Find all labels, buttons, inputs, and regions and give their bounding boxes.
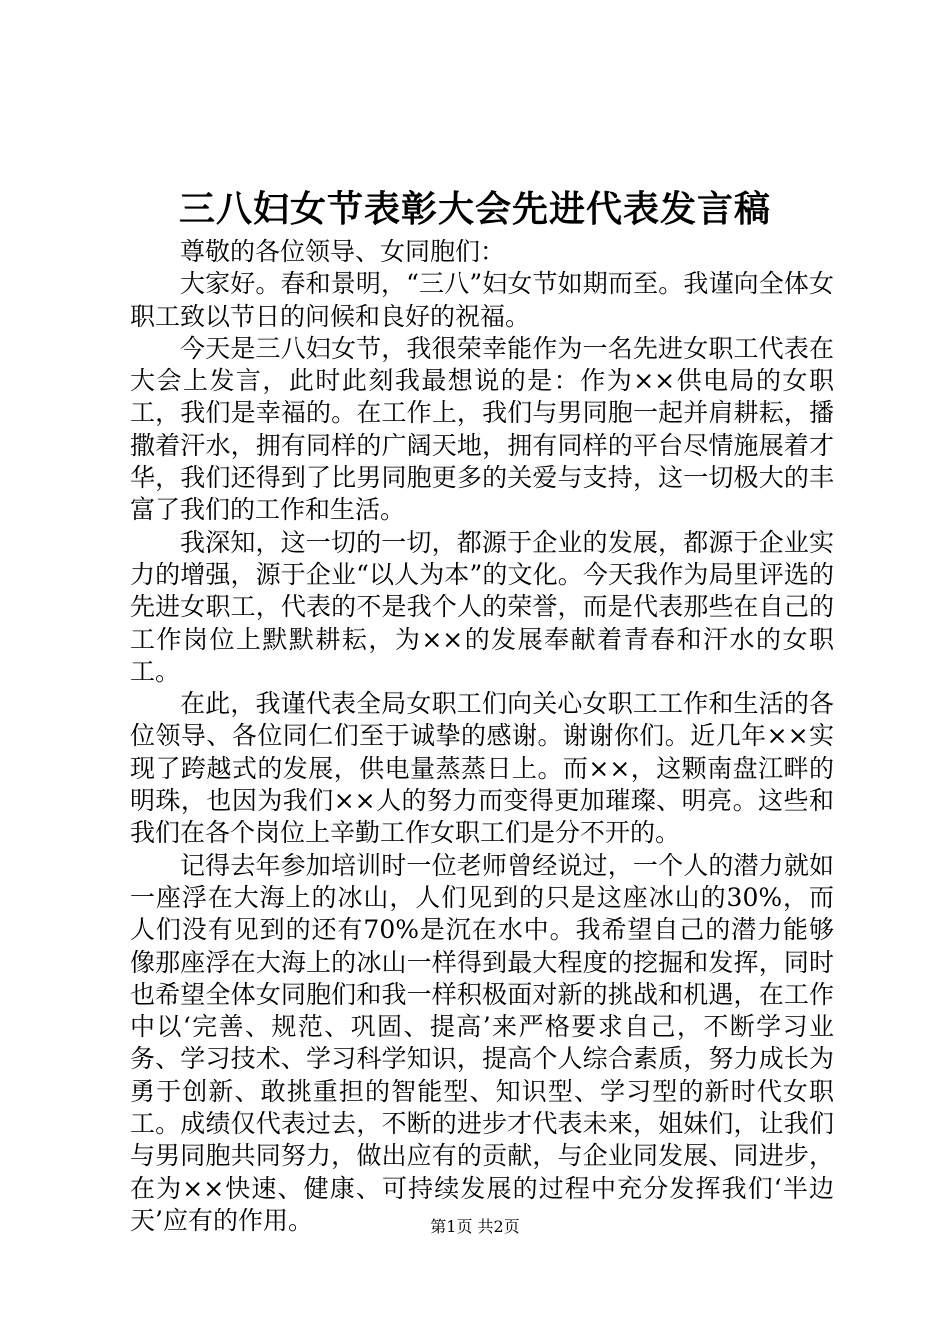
greeting-paragraph: 大家好。春和景明，“三八”妇女节如期而至。我谨向全体女职工致以节日的问候和良好的祝福。	[130, 269, 834, 331]
body-paragraph: 今天是三八妇女节，我很荣幸能作为一名先进女职工代表在大会上发言，此时此刻我最想说的是：作为××供电局的女职工，我们是幸福的。在工作上，我们与男同胞一起并肩耕耘，播撒着汗水，拥有同样的广阔天地，拥有同样的平台尽情施展着才华，我们还得到了比男同胞更多的关爱与支持，这一切极大的丰富了我们的工作和生活。	[130, 333, 834, 525]
document-body	[130, 236, 834, 1237]
body-paragraph: 在此，我谨代表全局女职工们向关心女职工工作和生活的各位领导、各位同仁们至于诚挚的感谢。谢谢你们。近几年××实现了跨越式的发展，供电量蒸蒸日上。而××，这颗南盘江畔的明珠，也因为我们××人的努力而变得更加璀璨、明亮。这些和我们在各个岗位上辛勤工作女职工们是分不开的。	[130, 689, 834, 848]
salutation-paragraph: 尊敬的各位领导、女同胞们：	[180, 237, 506, 266]
page-number-footer: 第1页 共2页	[430, 1217, 520, 1236]
body-paragraph: 我深知，这一切的一切，都源于企业的发展，都源于企业实力的增强，源于企业“以人为本”的文化。今天我作为局里评选的先进女职工，代表的不是我个人的荣誉，而是代表那些在自己的工作岗位上默默耕耘，为××的发展奉献着青春和汗水的女职工。	[130, 527, 834, 686]
document-title: 三八妇女节表彰大会先进代表发言稿	[178, 188, 771, 230]
body-paragraph: 记得去年参加培训时一位老师曾经说过，一个人的潜力就如一座浮在大海上的冰山，人们见到的只是这座冰山的30%，而人们没有见到的还有70%是沉在水中。我希望自己的潜力能够像那座浮在大海上的冰山一样得到最大程度的挖掘和发挥，同时也希望全体女同胞们和我一样积极面对新的挑战和机遇，在工作中以‘完善、规范、巩固、提高’来严格要求自己，不断学习业务、学习技术、学习科学知识，提高个人综合素质，努力成长为勇于创新、敢挑重担的智能型、知识型、学习型的新时代女职工。成绩仅代表过去，不断的进步才代表未来，姐妹们，让我们与男同胞共同努力，做出应有的贡献，与企业同发展、同进步，在为××快速、健康、可持续发展的过程中充分发挥我们‘半边天’应有的作用。	[130, 850, 834, 1235]
